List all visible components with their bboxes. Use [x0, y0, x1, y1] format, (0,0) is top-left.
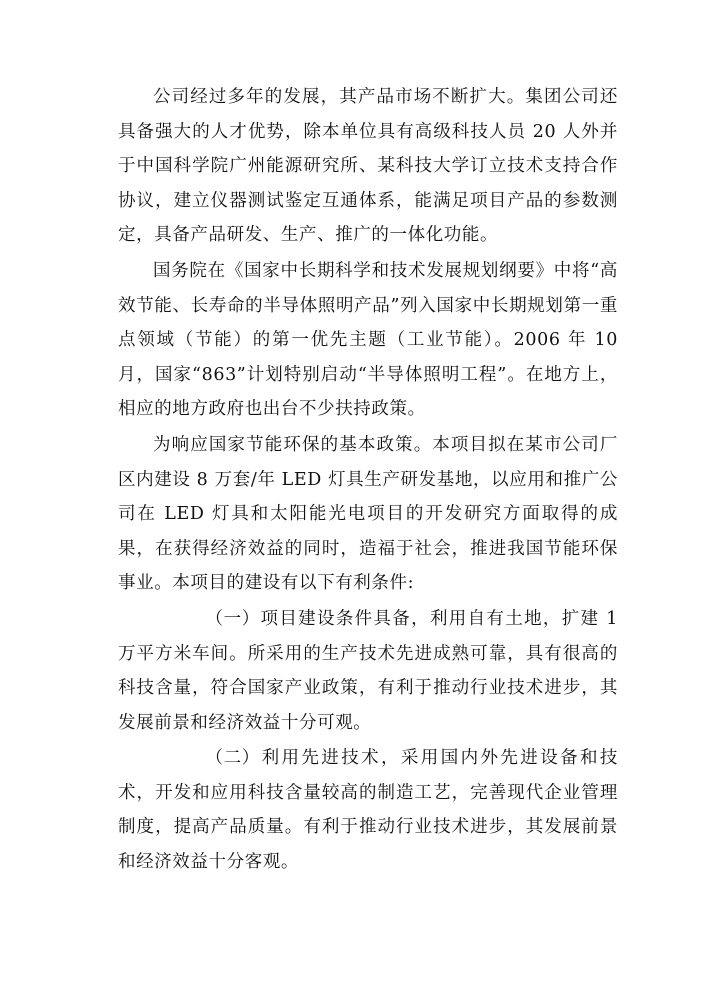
- list-item-text: 利用先进技术，采用国内外先进设备和技术，开发和应用科技含量较高的制造工艺，完善现代企业管理制度，提高产品质量。有利于推动行业技术进步，其发展前景和经济效益十分客观。: [118, 748, 618, 873]
- document-page: [118, 80, 618, 881]
- list-item-text: 项目建设条件具备，利用自有土地，扩建 1 万平方米车间。所采用的生产技术先进成熟可靠，具有很高的科技含量，符合国家产业政策，有利于推动行业技术进步，其发展前景和经济效益十分可观。: [118, 608, 618, 733]
- list-item-condition-1: [118, 602, 618, 740]
- list-marker: （一）: [205, 608, 260, 629]
- paragraph-national-policy: 国务院在《国家中长期科学和技术发展规划纲要》中将“高效节能、长寿命的半导体照明产品”列入国家中长期规划第一重点领域（节能）的第一优先主题（工业节能）。2006 年 10 月，国家“863”计划特别启动“半导体照明工程”。在地方上，相应的地方政府也出台不少扶持政策。: [118, 260, 618, 420]
- paragraph-project-purpose: 为响应国家节能环保的基本政策。本项目拟在某市公司厂区内建设 8 万套/年 LED 灯具生产研发基地，以应用和推广公司在 LED 灯具和太阳能光电项目的开发研究方面取得的成果，在获得经济效益的同时，造福于社会，推进我国节能环保事业。本项目的建设有以下有利条件:: [118, 434, 618, 594]
- list-marker: （二）: [205, 748, 260, 769]
- list-item-condition-2: [118, 741, 618, 879]
- paragraph-company-development: 公司经过多年的发展，其产品市场不断扩大。集团公司还具备强大的人才优势，除本单位具有高级科技人员 20 人外并于中国科学院广州能源研究所、某科技大学订立技术支持合作协议，建立仪器测试鉴定互通体系，能满足项目产品的参数测定，具备产品研发、生产、推广的一体化功能。: [118, 87, 618, 246]
